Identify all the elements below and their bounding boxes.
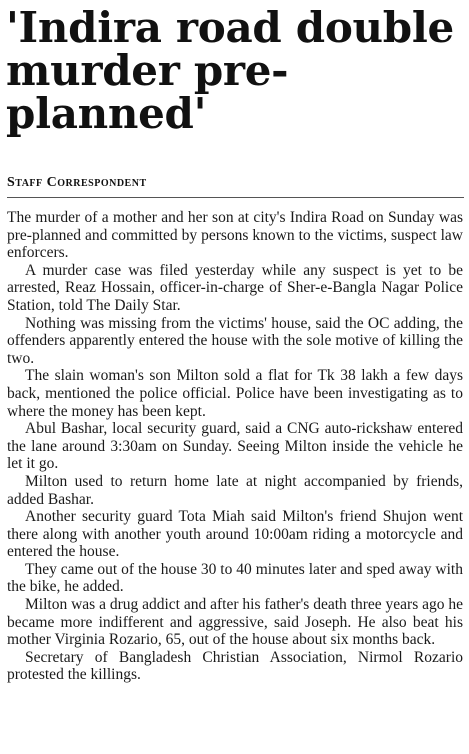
paragraph-9: Milton was a drug addict and after his father's death three years ago he became more indifferent and aggressive, said Joseph. He also beat his mother Virginia Rozario, 65, out of the house about six months back. bbox=[7, 596, 463, 649]
paragraph-4: The slain woman's son Milton sold a flat for Tk 38 lakh a few days back, mentioned the police official. Police have been investigating as to where the money has been kept. bbox=[7, 367, 463, 420]
paragraph-2: A murder case was filed yesterday while any suspect is yet to be arrested, Reaz Hossain, officer-in-charge of Sher-e-Bangla Nagar Police Station, told The Daily Star. bbox=[7, 261, 463, 314]
paragraph-5: Abul Bashar, local security guard, said a CNG auto-rickshaw entered the lane around 3:30am on Sunday. Seeing Milton inside the vehicle he let it go. bbox=[7, 420, 463, 473]
paragraph-8: They came out of the house 30 to 40 minutes later and sped away with the bike, he added. bbox=[7, 560, 463, 596]
paragraph-1: The murder of a mother and her son at city's Indira Road on Sunday was pre-planned and committed by persons known to the victims, suspect law enforcers. bbox=[7, 209, 463, 262]
byline: Staff Correspondent bbox=[7, 175, 147, 190]
article-body bbox=[4, 209, 463, 684]
paragraph-10: Secretary of Bangladesh Christian Association, Nirmol Rozario protested the killings. bbox=[7, 648, 463, 684]
paragraph-7: Another security guard Tota Miah said Milton's friend Shujon went there along with another youth around 10:00am riding a motorcycle and entered the house. bbox=[7, 508, 463, 561]
headline: 'Indira road double murder pre-planned' bbox=[6, 3, 454, 138]
news-article bbox=[4, 0, 464, 684]
paragraph-6: Milton used to return home late at night accompanied by friends, added Bashar. bbox=[7, 472, 463, 508]
paragraph-3: Nothing was missing from the victims' house, said the OC adding, the offenders apparently entered the house with the sole motive of killing the two. bbox=[7, 314, 463, 367]
byline-divider bbox=[7, 197, 464, 198]
